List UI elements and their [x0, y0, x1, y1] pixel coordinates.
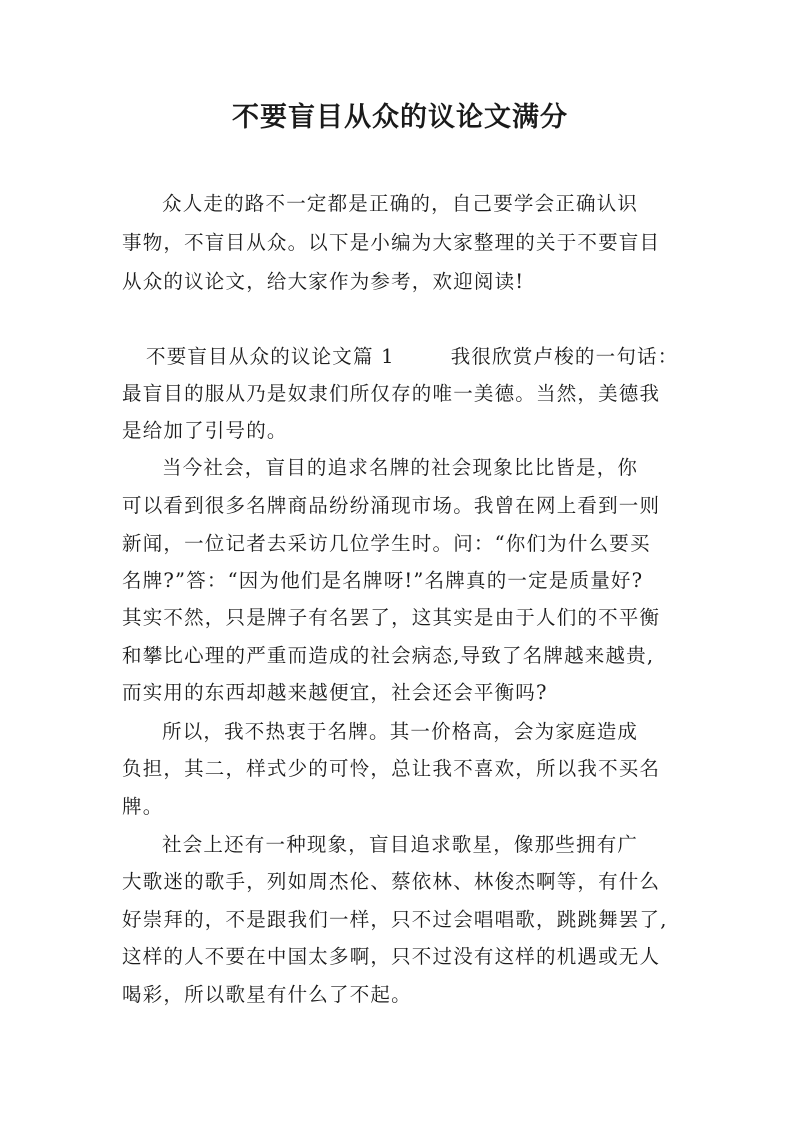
section-heading: 不要盲目从众的议论文篇 1 — [146, 345, 395, 368]
section-line-3: 是给加了引号的。 — [122, 419, 288, 442]
intro-line-2: 事物，不盲目从众。以下是小编为大家整理的关于不要盲目 — [122, 231, 661, 254]
paragraph-2-line-2: 可以看到很多名牌商品纷纷涌现市场。我曾在网上看到一则 — [122, 494, 661, 517]
paragraph-4-line-1: 社会上还有一种现象，盲目追求歌星，像那些拥有广 — [162, 833, 639, 856]
paragraph-2-line-6: 和攀比心理的严重而造成的社会病态,导致了名牌越来越贵, — [122, 644, 655, 667]
intro-line-3: 从众的议论文，给大家作为参考，欢迎阅读! — [122, 270, 525, 293]
intro-line-1: 众人走的路不一定都是正确的，自己要学会正确认识 — [162, 192, 639, 215]
paragraph-2-line-4: 名牌?”答：“因为他们是名牌呀!”名牌真的一定是质量好? — [122, 569, 644, 592]
section-first-text: 我很欣赏卢梭的一句话： — [450, 345, 679, 368]
paragraph-4-line-2: 大歌迷的歌手，列如周杰伦、蔡依林、林俊杰啊等，有什么 — [122, 870, 661, 893]
section-heading-line — [146, 341, 682, 373]
paragraph-2-line-7: 而实用的东西却越来越便宜，社会还会平衡吗? — [122, 681, 548, 704]
paragraph-3-line-3: 牌。 — [122, 795, 164, 818]
document-title: 不要盲目从众的议论文满分 — [232, 102, 568, 133]
section-line-2: 最盲目的服从乃是奴隶们所仅存的唯一美德。当然，美德我 — [122, 382, 661, 405]
paragraph-4-line-5: 喝彩，所以歌星有什么了不起。 — [122, 983, 412, 1006]
paragraph-3-line-2: 负担，其二，样式少的可怜，总让我不喜欢，所以我不买名 — [122, 757, 661, 780]
paragraph-4-line-4: 这样的人不要在中国太多啊，只不过没有这样的机遇或无人 — [122, 945, 661, 968]
paragraph-4-line-3: 好崇拜的，不是跟我们一样，只不过会唱唱歌，跳跳舞罢了, — [122, 908, 668, 931]
paragraph-3-line-1: 所以，我不热衷于名牌。其一价格高，会为家庭造成 — [162, 720, 639, 743]
paragraph-2-line-3: 新闻，一位记者去采访几位学生时。问：“你们为什么要买 — [122, 532, 651, 555]
paragraph-2-line-1: 当今社会，盲目的追求名牌的社会现象比比皆是，你 — [162, 456, 639, 479]
paragraph-2-line-5: 其实不然，只是牌子有名罢了，这其实是由于人们的不平衡 — [122, 606, 661, 629]
